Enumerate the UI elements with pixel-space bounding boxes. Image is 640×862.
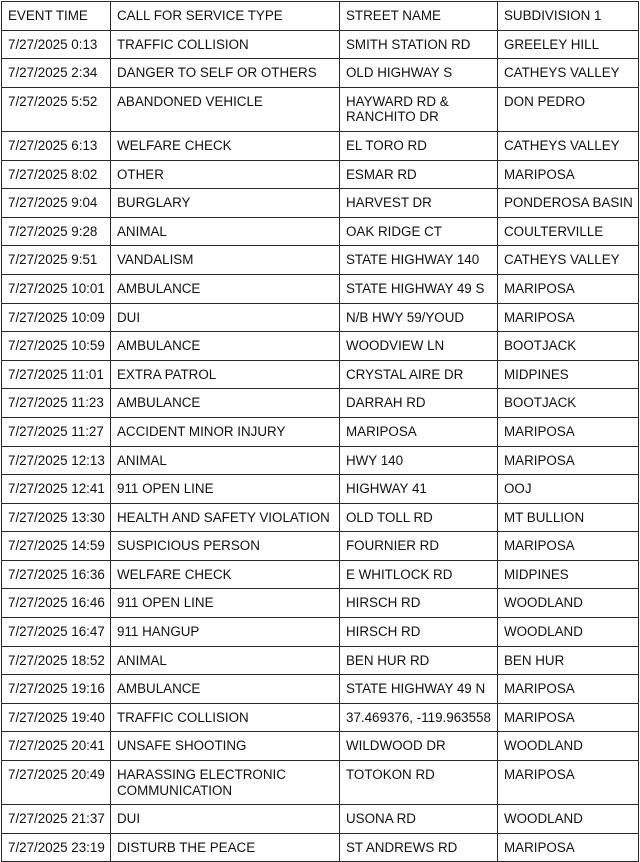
table-row <box>2 618 639 647</box>
call-type-cell: 911 OPEN LINE <box>111 589 340 618</box>
call-type-cell: 911 HANGUP <box>111 618 340 647</box>
call-type-cell: WELFARE CHECK <box>111 560 340 589</box>
header-call-type: CALL FOR SERVICE TYPE <box>111 2 340 31</box>
call-type-cell: SUSPICIOUS PERSON <box>111 532 340 561</box>
call-type-cell: ACCIDENT MINOR INJURY <box>111 417 340 446</box>
call-type-cell: AMBULANCE <box>111 332 340 361</box>
subdivision-cell: MARIPOSA <box>498 675 639 704</box>
table-row <box>2 246 639 275</box>
subdivision-cell: MARIPOSA <box>498 446 639 475</box>
event-time-cell: 7/27/2025 8:02 <box>2 160 111 189</box>
event-time-cell: 7/27/2025 11:23 <box>2 389 111 418</box>
subdivision-cell: MARIPOSA <box>498 703 639 732</box>
table-row <box>2 675 639 704</box>
call-type-cell: DISTURB THE PEACE <box>111 833 340 862</box>
header-subdivision: SUBDIVISION 1 <box>498 2 639 31</box>
subdivision-cell: BOOTJACK <box>498 389 639 418</box>
event-time-cell: 7/27/2025 19:16 <box>2 675 111 704</box>
table-row <box>2 360 639 389</box>
call-type-cell: ABANDONED VEHICLE <box>111 87 340 131</box>
street-name-cell: ESMAR RD <box>340 160 498 189</box>
table-row <box>2 833 639 862</box>
street-name-cell: ST ANDREWS RD <box>340 833 498 862</box>
call-type-cell: EXTRA PATROL <box>111 360 340 389</box>
subdivision-cell: DON PEDRO <box>498 87 639 131</box>
header-street-name: STREET NAME <box>340 2 498 31</box>
event-time-cell: 7/27/2025 10:09 <box>2 303 111 332</box>
call-type-cell: TRAFFIC COLLISION <box>111 30 340 59</box>
subdivision-cell: BEN HUR <box>498 646 639 675</box>
subdivision-cell: WOODLAND <box>498 805 639 834</box>
street-name-cell: E WHITLOCK RD <box>340 560 498 589</box>
street-name-cell: N/B HWY 59/YOUD <box>340 303 498 332</box>
table-row <box>2 30 639 59</box>
table-header-row <box>2 2 639 31</box>
call-type-cell: BURGLARY <box>111 189 340 218</box>
event-time-cell: 7/27/2025 6:13 <box>2 131 111 160</box>
street-name-cell: MARIPOSA <box>340 417 498 446</box>
table-row <box>2 805 639 834</box>
subdivision-cell: BOOTJACK <box>498 332 639 361</box>
table-row <box>2 761 639 805</box>
event-time-cell: 7/27/2025 21:37 <box>2 805 111 834</box>
table-row <box>2 189 639 218</box>
event-time-cell: 7/27/2025 5:52 <box>2 87 111 131</box>
subdivision-cell: MARIPOSA <box>498 303 639 332</box>
table-row <box>2 589 639 618</box>
subdivision-cell: COULTERVILLE <box>498 217 639 246</box>
street-name-cell: WOODVIEW LN <box>340 332 498 361</box>
call-type-cell: AMBULANCE <box>111 274 340 303</box>
subdivision-cell: MARIPOSA <box>498 532 639 561</box>
event-time-cell: 7/27/2025 20:49 <box>2 761 111 805</box>
event-time-cell: 7/27/2025 16:36 <box>2 560 111 589</box>
call-type-cell: OTHER <box>111 160 340 189</box>
event-time-cell: 7/27/2025 14:59 <box>2 532 111 561</box>
event-time-cell: 7/27/2025 9:04 <box>2 189 111 218</box>
event-time-cell: 7/27/2025 12:41 <box>2 475 111 504</box>
subdivision-cell: WOODLAND <box>498 732 639 761</box>
table-row <box>2 160 639 189</box>
event-time-cell: 7/27/2025 23:19 <box>2 833 111 862</box>
event-time-cell: 7/27/2025 12:13 <box>2 446 111 475</box>
subdivision-cell: MARIPOSA <box>498 160 639 189</box>
event-time-cell: 7/27/2025 18:52 <box>2 646 111 675</box>
subdivision-cell: MIDPINES <box>498 360 639 389</box>
table-row <box>2 446 639 475</box>
street-name-cell: WILDWOOD DR <box>340 732 498 761</box>
call-type-cell: HARASSING ELECTRONIC COMMUNICATION <box>111 761 340 805</box>
street-name-cell: FOURNIER RD <box>340 532 498 561</box>
event-time-cell: 7/27/2025 11:27 <box>2 417 111 446</box>
call-type-cell: WELFARE CHECK <box>111 131 340 160</box>
street-name-cell: STATE HIGHWAY 49 S <box>340 274 498 303</box>
street-name-cell: TOTOKON RD <box>340 761 498 805</box>
event-time-cell: 7/27/2025 19:40 <box>2 703 111 732</box>
street-name-cell: STATE HIGHWAY 140 <box>340 246 498 275</box>
table-row <box>2 703 639 732</box>
call-type-cell: ANIMAL <box>111 646 340 675</box>
event-time-cell: 7/27/2025 20:41 <box>2 732 111 761</box>
street-name-cell: BEN HUR RD <box>340 646 498 675</box>
street-name-cell: HIRSCH RD <box>340 618 498 647</box>
subdivision-cell: CATHEYS VALLEY <box>498 59 639 88</box>
street-name-cell: CRYSTAL AIRE DR <box>340 360 498 389</box>
call-type-cell: DUI <box>111 303 340 332</box>
street-name-cell: HIGHWAY 41 <box>340 475 498 504</box>
table-row <box>2 303 639 332</box>
table-row <box>2 389 639 418</box>
street-name-cell: 37.469376, -119.963558 <box>340 703 498 732</box>
event-time-cell: 7/27/2025 10:01 <box>2 274 111 303</box>
event-time-cell: 7/27/2025 2:34 <box>2 59 111 88</box>
table-row <box>2 332 639 361</box>
subdivision-cell: PONDEROSA BASIN <box>498 189 639 218</box>
subdivision-cell: MARIPOSA <box>498 274 639 303</box>
street-name-cell: EL TORO RD <box>340 131 498 160</box>
street-name-cell: HARVEST DR <box>340 189 498 218</box>
event-time-cell: 7/27/2025 11:01 <box>2 360 111 389</box>
call-type-cell: VANDALISM <box>111 246 340 275</box>
call-type-cell: DUI <box>111 805 340 834</box>
street-name-cell: USONA RD <box>340 805 498 834</box>
table-row <box>2 87 639 131</box>
table-row <box>2 59 639 88</box>
calls-for-service-table <box>1 1 639 862</box>
event-time-cell: 7/27/2025 0:13 <box>2 30 111 59</box>
call-type-cell: AMBULANCE <box>111 389 340 418</box>
street-name-cell: SMITH STATION RD <box>340 30 498 59</box>
table-row <box>2 274 639 303</box>
table-row <box>2 217 639 246</box>
table-body <box>2 30 639 862</box>
table-row <box>2 131 639 160</box>
event-time-cell: 7/27/2025 10:59 <box>2 332 111 361</box>
call-type-cell: 911 OPEN LINE <box>111 475 340 504</box>
event-time-cell: 7/27/2025 9:51 <box>2 246 111 275</box>
subdivision-cell: MARIPOSA <box>498 833 639 862</box>
street-name-cell: HIRSCH RD <box>340 589 498 618</box>
subdivision-cell: CATHEYS VALLEY <box>498 246 639 275</box>
event-time-cell: 7/27/2025 9:28 <box>2 217 111 246</box>
table-row <box>2 646 639 675</box>
subdivision-cell: MIDPINES <box>498 560 639 589</box>
call-type-cell: ANIMAL <box>111 217 340 246</box>
event-time-cell: 7/27/2025 13:30 <box>2 503 111 532</box>
street-name-cell: STATE HIGHWAY 49 N <box>340 675 498 704</box>
street-name-cell: OAK RIDGE CT <box>340 217 498 246</box>
subdivision-cell: WOODLAND <box>498 618 639 647</box>
table-row <box>2 475 639 504</box>
street-name-cell: OLD TOLL RD <box>340 503 498 532</box>
call-type-cell: TRAFFIC COLLISION <box>111 703 340 732</box>
street-name-cell: DARRAH RD <box>340 389 498 418</box>
header-event-time: EVENT TIME <box>2 2 111 31</box>
call-type-cell: DANGER TO SELF OR OTHERS <box>111 59 340 88</box>
call-type-cell: AMBULANCE <box>111 675 340 704</box>
street-name-cell: HAYWARD RD & RANCHITO DR <box>340 87 498 131</box>
subdivision-cell: MT BULLION <box>498 503 639 532</box>
street-name-cell: OLD HIGHWAY S <box>340 59 498 88</box>
subdivision-cell: CATHEYS VALLEY <box>498 131 639 160</box>
call-type-cell: ANIMAL <box>111 446 340 475</box>
subdivision-cell: MARIPOSA <box>498 761 639 805</box>
call-type-cell: UNSAFE SHOOTING <box>111 732 340 761</box>
subdivision-cell: MARIPOSA <box>498 417 639 446</box>
subdivision-cell: WOODLAND <box>498 589 639 618</box>
call-type-cell: HEALTH AND SAFETY VIOLATION <box>111 503 340 532</box>
subdivision-cell: OOJ <box>498 475 639 504</box>
table-row <box>2 417 639 446</box>
event-time-cell: 7/27/2025 16:47 <box>2 618 111 647</box>
table-row <box>2 732 639 761</box>
table-row <box>2 560 639 589</box>
subdivision-cell: GREELEY HILL <box>498 30 639 59</box>
table-row <box>2 532 639 561</box>
table-row <box>2 503 639 532</box>
street-name-cell: HWY 140 <box>340 446 498 475</box>
event-time-cell: 7/27/2025 16:46 <box>2 589 111 618</box>
